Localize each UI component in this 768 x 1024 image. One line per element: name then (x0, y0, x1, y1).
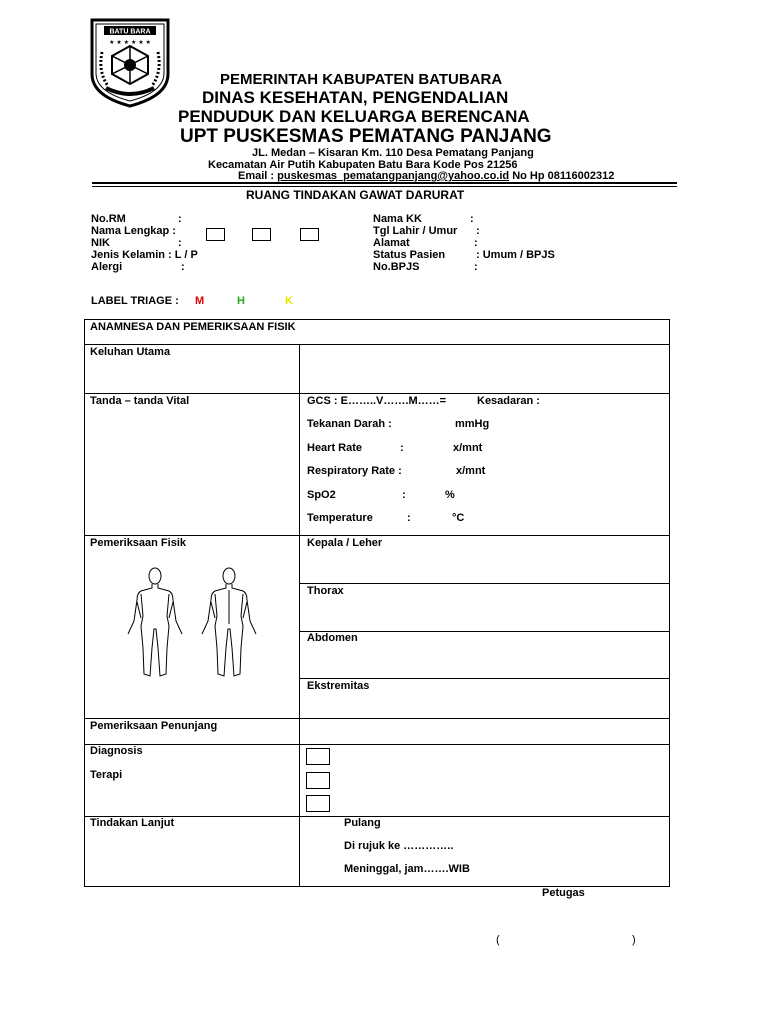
label-diagnosis: Diagnosis (90, 745, 143, 757)
header-contact (238, 170, 614, 182)
body-diagram (117, 566, 267, 681)
vital-temp-sep: : (407, 512, 411, 524)
vital-spo2-sep: : (402, 489, 406, 501)
row-divider (299, 678, 669, 679)
vital-hr-sep: : (400, 442, 404, 454)
signature-open-paren: ( (496, 934, 500, 946)
row-divider (85, 718, 669, 719)
phone-number: No Hp 08116002312 (509, 170, 615, 182)
sep-no-rm: : (178, 213, 182, 225)
field-alamat: Alamat (373, 237, 410, 249)
vital-gcs: GCS : E……..V…….M……= (307, 395, 447, 407)
vital-temp-unit: °C (452, 512, 465, 524)
email-label: Email : (238, 170, 278, 182)
label-keluhan-utama: Keluhan Utama (90, 346, 171, 358)
sep-nik: : (178, 237, 182, 249)
row-divider (85, 393, 669, 394)
header-department-2: PENDUDUK DAN KELUARGA BERENCANA (178, 107, 530, 126)
fisik-ekstremitas: Ekstremitas (307, 680, 370, 692)
sep-nama-kk: : (470, 213, 474, 225)
label-tanda-vital: Tanda – tanda Vital (90, 395, 190, 407)
sep-alamat: : (474, 237, 478, 249)
header-rule-thin (92, 186, 677, 187)
field-nama-lengkap: Nama Lengkap : (91, 225, 176, 237)
status-pasien-value: : Umum / BPJS (476, 249, 555, 261)
header-address-2: Kecamatan Air Putih Kabupaten Batu Bara Kode Pos 21256 (208, 159, 518, 171)
vital-td-unit: mmHg (455, 418, 490, 430)
vital-spo2-unit: % (445, 489, 455, 501)
vital-temperature: Temperature (307, 512, 373, 524)
terapi-checkbox-1[interactable] (306, 772, 330, 789)
email-link[interactable]: puskesmas_pematangpanjang@yahoo.co.id (277, 170, 510, 182)
label-pemeriksaan-fisik: Pemeriksaan Fisik (90, 537, 187, 549)
vital-rr-unit: x/mnt (456, 465, 486, 477)
field-nama-kk: Nama KK (373, 213, 422, 225)
sep-no-bpjs: : (474, 261, 478, 273)
form-title: RUANG TINDAKAN GAWAT DARURAT (246, 188, 465, 202)
label-terapi: Terapi (90, 769, 123, 781)
field-tgl-lahir: Tgl Lahir / Umur (373, 225, 458, 237)
regency-logo (84, 16, 176, 108)
vital-kesadaran: Kesadaran : (477, 395, 540, 407)
sep-tgl-lahir: : (476, 225, 480, 237)
table-header: ANAMNESA DAN PEMERIKSAAN FISIK (90, 321, 296, 333)
svg-text:★ ★ ★ ★ ★ ★: ★ ★ ★ ★ ★ ★ (109, 39, 151, 46)
row-divider (85, 344, 669, 345)
field-no-bpjs: No.BPJS (373, 261, 420, 273)
field-status-pasien: Status Pasien (373, 249, 446, 261)
column-divider (299, 344, 300, 887)
header-puskesmas: UPT PUSKESMAS PEMATANG PANJANG (180, 126, 552, 147)
vital-spo2: SpO2 (307, 489, 336, 501)
name-box-1[interactable] (206, 228, 225, 241)
triage-m[interactable]: M (195, 295, 205, 307)
field-no-rm: No.RM (91, 213, 126, 225)
fisik-thorax: Thorax (307, 585, 344, 597)
name-box-2[interactable] (252, 228, 271, 241)
vital-tekanan-darah: Tekanan Darah : (307, 418, 392, 430)
row-divider (85, 744, 669, 745)
triage-h[interactable]: H (237, 295, 245, 307)
vital-respiratory-rate: Respiratory Rate : (307, 465, 402, 477)
triage-k[interactable]: K (285, 295, 293, 307)
petugas-label: Petugas (542, 887, 585, 899)
field-jenis-kelamin: Jenis Kelamin : L / P (91, 249, 198, 261)
row-divider (299, 583, 669, 584)
signature-close-paren: ) (632, 934, 636, 946)
sep-alergi: : (181, 261, 185, 273)
logo-text: BATU BARA (109, 28, 151, 36)
header-government: PEMERINTAH KABUPATEN BATUBARA (220, 71, 503, 88)
row-divider (85, 535, 669, 536)
label-pemeriksaan-penunjang: Pemeriksaan Penunjang (90, 720, 218, 732)
header-rule-thick (92, 182, 677, 184)
tindakan-meninggal: Meninggal, jam…….WIB (344, 863, 470, 875)
name-box-3[interactable] (300, 228, 319, 241)
terapi-checkbox-2[interactable] (306, 795, 330, 812)
field-nik: NIK (91, 237, 110, 249)
triage-label: LABEL TRIAGE : (91, 295, 179, 307)
tindakan-dirujuk: Di rujuk ke ………….. (344, 840, 454, 852)
vital-hr-unit: x/mnt (453, 442, 483, 454)
examination-table (84, 319, 670, 887)
vital-heart-rate: Heart Rate (307, 442, 363, 454)
fisik-kepala-leher: Kepala / Leher (307, 537, 383, 549)
header-address-1: JL. Medan – Kisaran Km. 110 Desa Pematang Panjang (252, 147, 534, 159)
field-alergi: Alergi (91, 261, 123, 273)
diagnosis-checkbox[interactable] (306, 748, 330, 765)
tindakan-pulang: Pulang (344, 817, 381, 829)
fisik-abdomen: Abdomen (307, 632, 358, 644)
header-department: DINAS KESEHATAN, PENGENDALIAN (202, 88, 509, 107)
label-tindakan-lanjut: Tindakan Lanjut (90, 817, 175, 829)
